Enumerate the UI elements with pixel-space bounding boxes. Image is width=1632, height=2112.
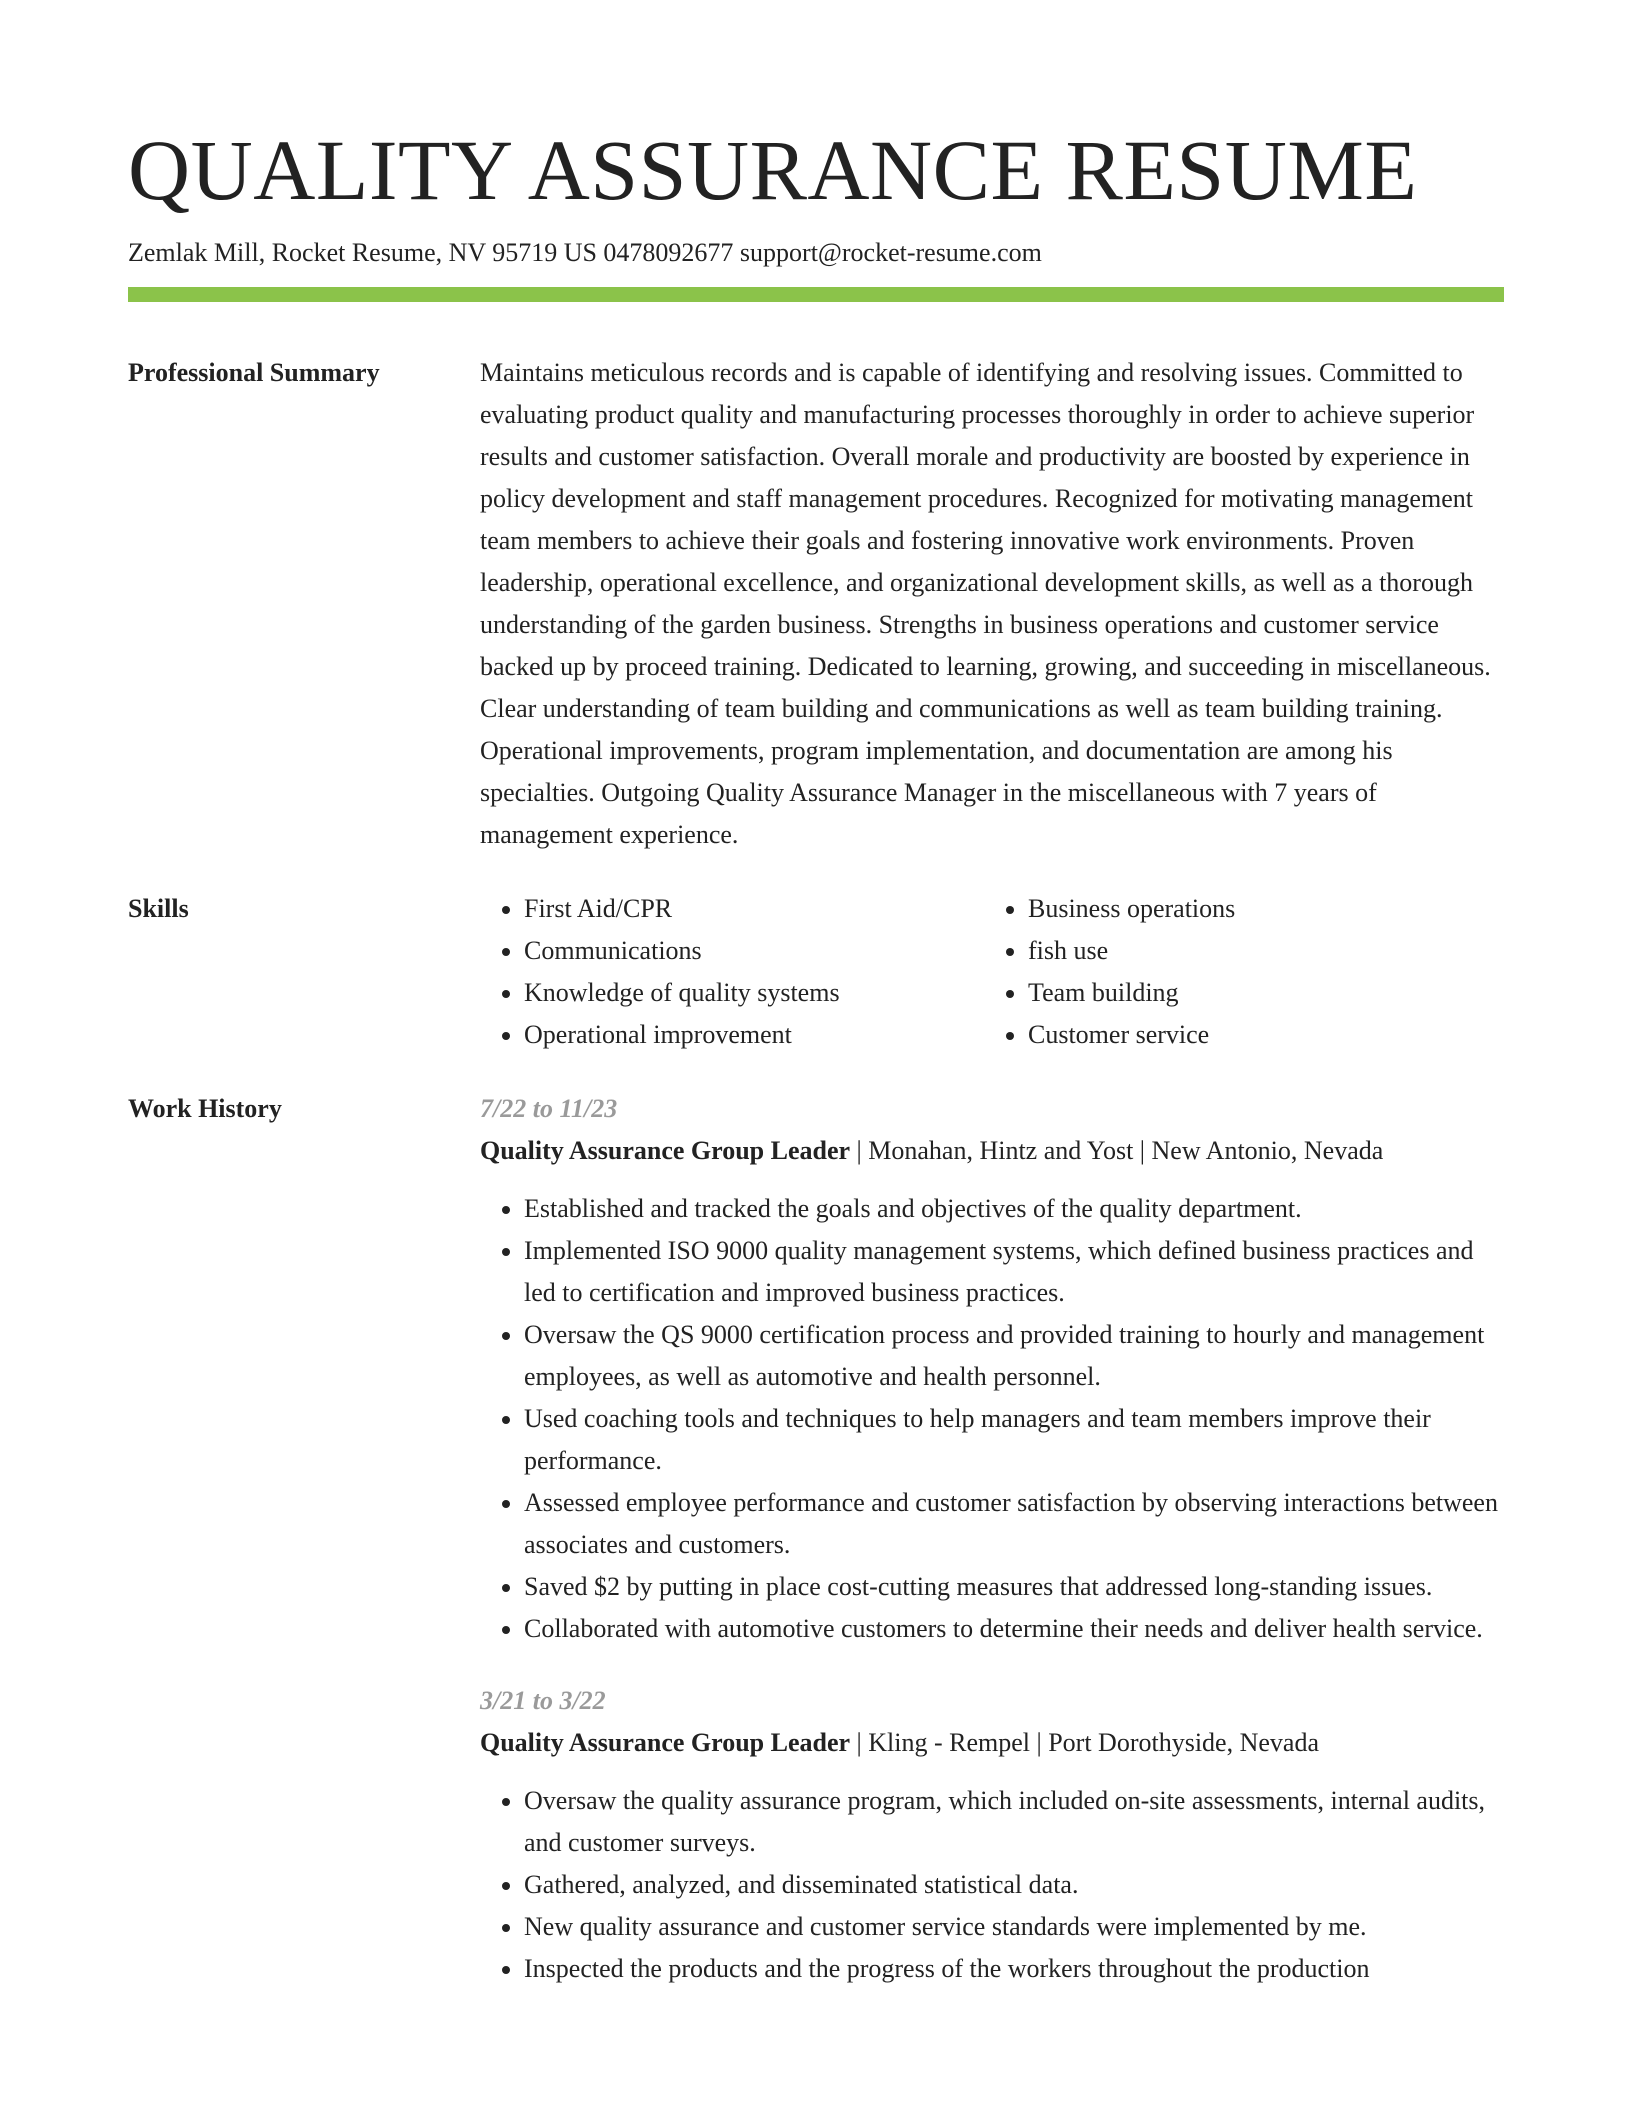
job-bullet: • Gathered, analyzed, and disseminated statistical data. [524,1864,1504,1906]
summary-text: Maintains meticulous records and is capable of identifying and resolving issues. Committed to evaluating product quality and manufacturing processes thoroughly in order to achieve superior results and customer satisfaction. Overall morale and productivity are boosted by experience in policy development and staff management procedures. Recognized for motivating management team members to achieve their goals and fostering innovative work environments. Proven leadership, operational excellence, and organizational development skills, as well as a thorough understanding of the garden business. Strengths in business operations and customer service backed up by proceed training. Dedicated to learning, growing, and succeeding in miscellaneous. Clear understanding of team building and communications as well as team building training. Operational improvements, program implementation, and documentation are among his specialties. Outgoing Quality Assurance Manager in the miscellaneous with 7 years of management experience. [480,358,1491,849]
job-bullet: • Used coaching tools and techniques to help managers and team members improve their performance. [524,1398,1504,1482]
job-title: Quality Assurance Group Leader [480,1136,851,1165]
job-bullet: • New quality assurance and customer service standards were implemented by me. [524,1906,1504,1948]
job-details: | Monahan, Hintz and Yost | New Antonio, Nevada [850,1136,1384,1165]
job-bullet: • Oversaw the QS 9000 certification process and provided training to hourly and management employees, as well as automotive and health personnel. [524,1314,1504,1398]
skill-item: • Business operations [1028,888,1488,930]
job-bullet: • Established and tracked the goals and objectives of the quality department. [524,1188,1504,1230]
work-history-section [128,1088,1504,2020]
job-entry [480,1680,1504,1990]
job-bullet: • Assessed employee performance and customer satisfaction by observing interactions between associates and customers. [524,1482,1504,1566]
job-entry [480,1088,1504,1650]
skills-list-left [480,888,984,1056]
accent-divider [128,287,1504,302]
section-label-summary: Professional Summary [128,358,380,387]
job-details: | Kling - Rempel | Port Dorothyside, Nevada [850,1728,1319,1757]
skill-item: • Communications [524,930,984,972]
skill-item: • First Aid/CPR [524,888,984,930]
job-bullet: • Implemented ISO 9000 quality management systems, which defined business practices and led to certification and improved business practices. [524,1230,1504,1314]
job-bullet: • Saved $2 by putting in place cost-cutting measures that addressed long-standing issues. [524,1566,1504,1608]
skill-item: • fish use [1028,930,1488,972]
skill-item: • Team building [1028,972,1488,1014]
skill-item: • Operational improvement [524,1014,984,1056]
job-header [480,1130,1504,1172]
job-header [480,1722,1504,1764]
section-label-skills: Skills [128,894,189,923]
job-bullet-list [480,1780,1504,1990]
job-bullet: • Collaborated with automotive customers to determine their needs and deliver health service. [524,1608,1504,1650]
section-label-work: Work History [128,1094,282,1123]
resume-page [128,0,1504,2020]
skills-grid [480,888,1504,1056]
job-title: Quality Assurance Group Leader [480,1728,851,1757]
job-dates: 7/22 to 11/23 [480,1094,618,1123]
professional-summary-section [128,352,1504,856]
job-dates: 3/21 to 3/22 [480,1686,606,1715]
job-bullet: • Oversaw the quality assurance program, which included on-site assessments, internal audits, and customer surveys. [524,1780,1504,1864]
skills-section [128,888,1504,1056]
skills-list-right [984,888,1488,1056]
contact-line: Zemlak Mill, Rocket Resume, NV 95719 US 0478092677 support@rocket-resume.com [128,238,1042,267]
job-bullet-list [480,1188,1504,1650]
job-bullet: • Inspected the products and the progress of the workers throughout the production [524,1948,1504,1990]
resume-title: QUALITY ASSURANCE RESUME [128,122,1418,218]
skill-item: • Customer service [1028,1014,1488,1056]
skill-item: • Knowledge of quality systems [524,972,984,1014]
